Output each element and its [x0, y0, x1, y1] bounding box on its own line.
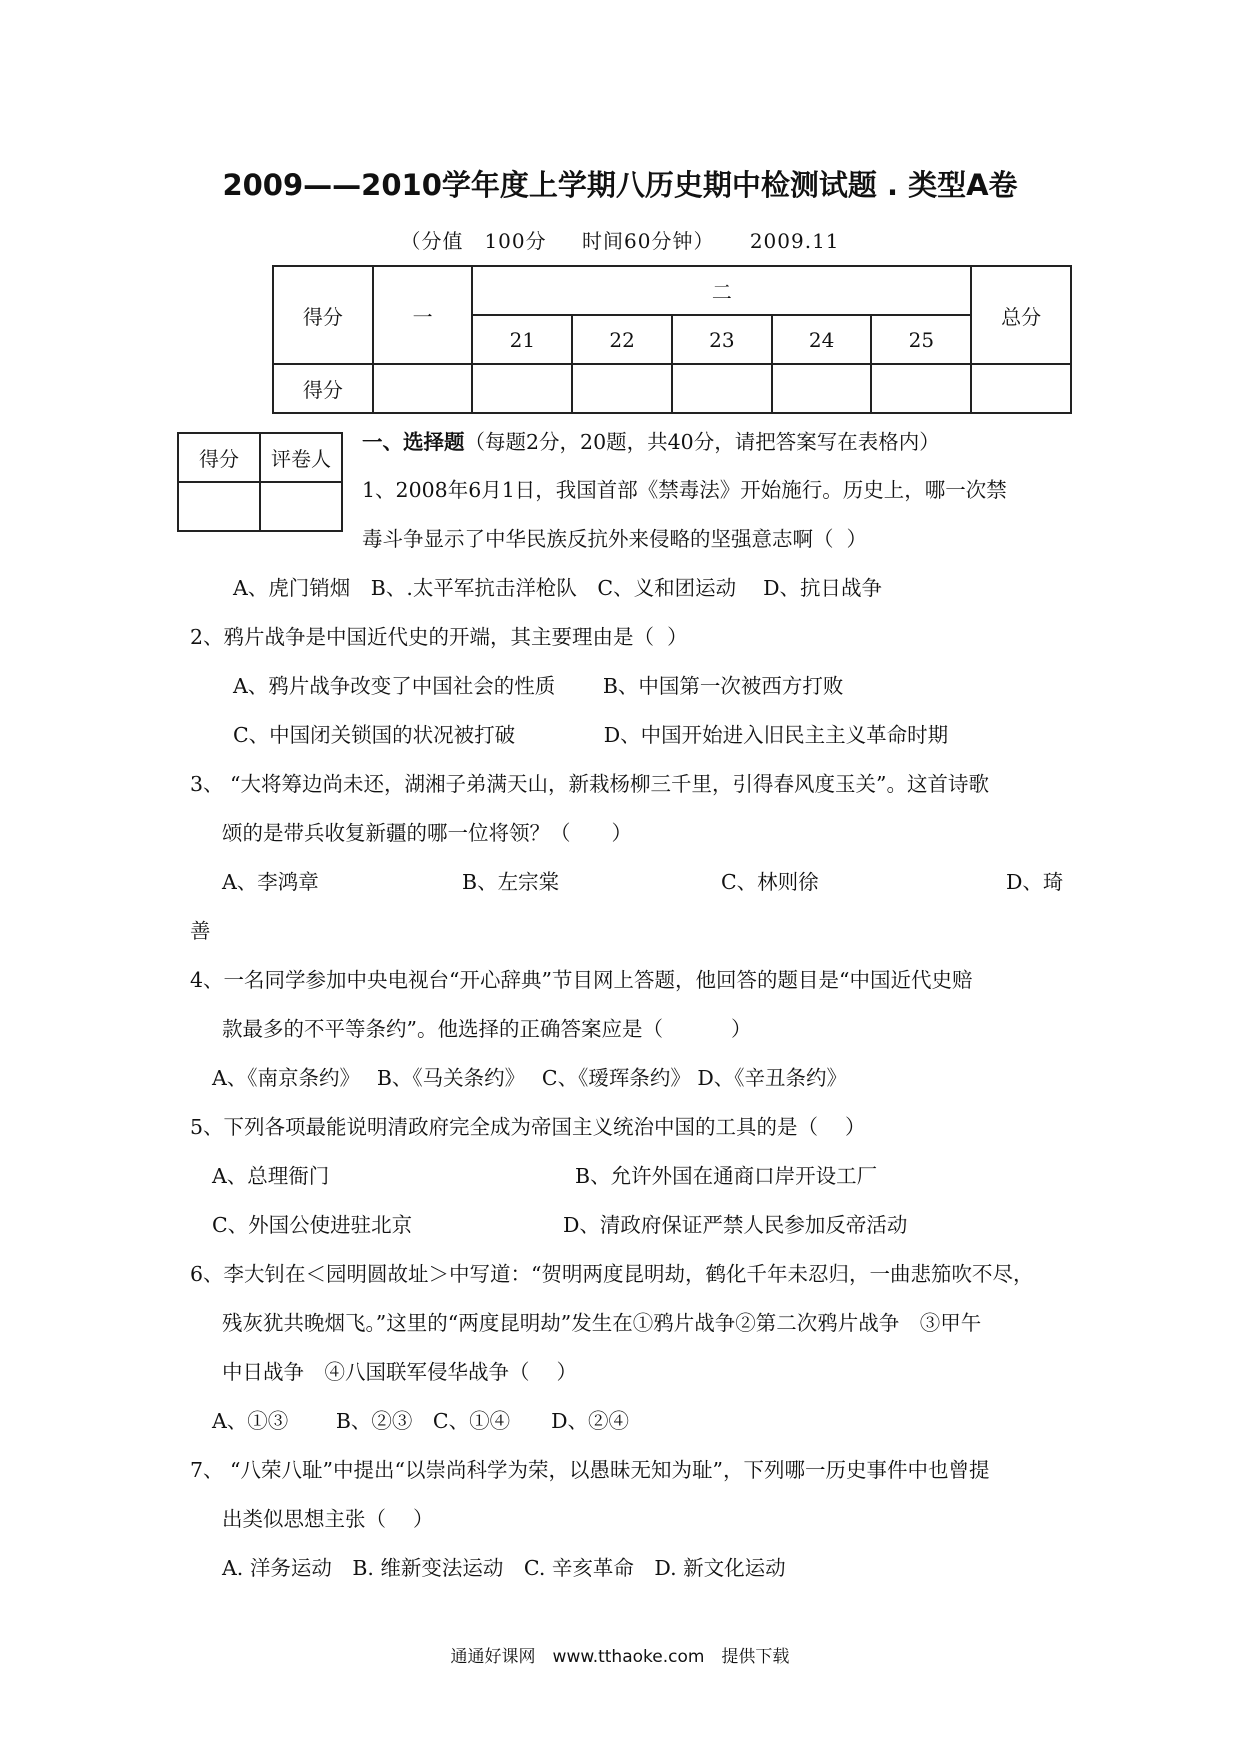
question-options: A、①③ B、②③ C、①④ D、②④ — [212, 1409, 630, 1433]
score-cell-empty[interactable] — [472, 364, 572, 413]
question-text: 6、李大钊在＜园明圆故址＞中写道：“贺明两度昆明劫，鹤化千年未忍归，一曲悲笳吹不尽， — [190, 1262, 1034, 1286]
question-text: 颂的是带兵收复新疆的哪一位将领？（ ） — [222, 821, 632, 845]
question-text: 4、一名同学参加中央电视台“开心辞典”节目网上答题，他回答的题目是“中国近代史赔 — [190, 968, 973, 992]
question-text: 1、2008年6月1日，我国首部《禁毒法》开始施行。历史上，哪一次禁 — [362, 478, 1007, 502]
score-cell-empty[interactable] — [373, 364, 473, 413]
section1-header — [362, 427, 940, 457]
score-cell-empty[interactable] — [871, 364, 971, 413]
reviewer-table — [177, 432, 343, 532]
exam-subtitle — [0, 225, 1240, 254]
option-d-cont: 善 — [190, 919, 211, 943]
subtitle-time: 时间60分钟） — [582, 229, 715, 253]
subtitle-date: 2009.11 — [749, 229, 840, 253]
option-c: C、林则徐 — [721, 870, 819, 894]
option-b: B、允许外国在通商口岸开设工厂 — [575, 1164, 878, 1188]
reviewer-name-cell[interactable] — [260, 482, 342, 531]
score-subcol: 23 — [672, 315, 772, 364]
score-row2-label: 得分 — [273, 364, 373, 413]
question-text: 3、 “大将筹边尚未还，湖湘子弟满天山，新栽杨柳三千里，引得春风度玉关”。这首诗歌 — [190, 772, 990, 796]
score-cell-empty[interactable] — [971, 364, 1071, 413]
question-text: 中日战争 ④八国联军侵华战争（ ） — [222, 1360, 578, 1384]
question-text: 2、鸦片战争是中国近代史的开端，其主要理由是（ ） — [190, 625, 688, 649]
score-cell-empty[interactable] — [772, 364, 872, 413]
question-options: A. 洋务运动 B. 维新变法运动 C. 辛亥革命 D. 新文化运动 — [222, 1556, 786, 1580]
exam-title: 2009——2010学年度上学期八历史期中检测试题 . 类型A卷 — [222, 168, 1018, 202]
question-options: A、《南京条约》 B、《马关条约》 C、《瑷珲条约》 D、《辛丑条约》 — [212, 1066, 848, 1090]
score-subcol: 21 — [472, 315, 572, 364]
score-subcol: 22 — [572, 315, 672, 364]
score-total: 总分 — [971, 266, 1071, 364]
option-b: B、左宗棠 — [462, 870, 560, 894]
reviewer-label: 评卷人 — [260, 433, 342, 482]
option-d: D、琦 — [1006, 870, 1064, 894]
option-a: A、李鸿章 — [222, 870, 319, 894]
question-text: 毒斗争显示了中华民族反抗外来侵略的坚强意志啊（ ） — [362, 527, 868, 551]
question-text: 5、下列各项最能说明清政府完全成为帝国主义统治中国的工具的是（ ） — [190, 1115, 866, 1139]
question-text: 款最多的不平等条约”。他选择的正确答案应是（ ） — [222, 1017, 752, 1041]
section1-heading: 一、选择题 — [362, 430, 465, 454]
score-col-two: 二 — [472, 266, 971, 315]
score-cell-empty[interactable] — [672, 364, 772, 413]
score-cell-empty[interactable] — [572, 364, 672, 413]
footer: 通通好课网 www.tthaoke.com 提供下载 — [450, 1647, 790, 1667]
option-c: C、外国公使进驻北京 — [212, 1213, 413, 1237]
question-options: A、虎门销烟 B、.太平军抗击洋枪队 C、义和团运动 D、抗日战争 — [233, 576, 883, 600]
score-row-label: 得分 — [273, 266, 373, 364]
score-subcol: 24 — [772, 315, 872, 364]
question-text: 出类似思想主张（ ） — [222, 1507, 434, 1531]
section1-instruction: （每题2分，20题，共40分，请把答案写在表格内） — [464, 430, 940, 454]
reviewer-score-label: 得分 — [178, 433, 260, 482]
subtitle-score: （分值 100分 — [400, 229, 547, 253]
option-d: D、清政府保证严禁人民参加反帝活动 — [563, 1213, 908, 1237]
option-a: A、总理衙门 — [212, 1164, 330, 1188]
score-subcol: 25 — [871, 315, 971, 364]
question-options: A、鸦片战争改变了中国社会的性质 B、中国第一次被西方打败 — [233, 674, 844, 698]
score-col-one: 一 — [373, 266, 473, 364]
reviewer-score-cell[interactable] — [178, 482, 260, 531]
score-table — [272, 265, 1072, 414]
question-text: 残灰犹共晚烟飞。”这里的“两度昆明劫”发生在①鸦片战争②第二次鸦片战争 ③甲午 — [222, 1311, 982, 1335]
question-options: C、中国闭关锁国的状况被打破 D、中国开始进入旧民主主义革命时期 — [233, 723, 949, 747]
question-text: 7、 “八荣八耻”中提出“以崇尚科学为荣，以愚昧无知为耻”，下列哪一历史事件中也曾提 — [190, 1458, 990, 1482]
